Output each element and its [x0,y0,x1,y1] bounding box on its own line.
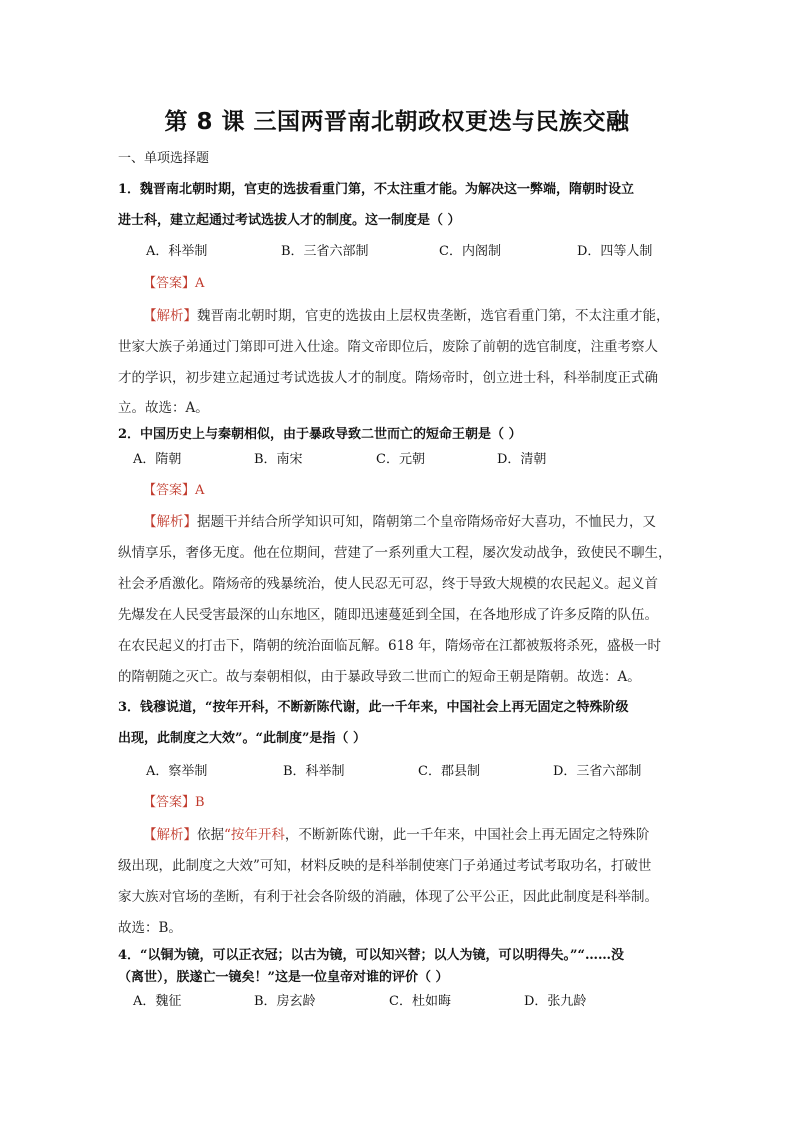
q3-option-b: B．科举制 [283,764,345,779]
q2-explanation-line4: 先爆发在人民受害最深的山东地区，随即迅速蔓延到全国，在各地形成了许多反隋的队伍。 [118,607,658,623]
q3-stem-line1: 3．钱穆说道，“按年开科，不断新陈代谢，此一千年来，中国社会上再无固定之特殊阶级 [118,700,629,715]
q1-stem-line2: 进士科，建立起通过考试选拔人才的制度。这一制度是（ ） [118,213,461,228]
q2-explanation-line3: 社会矛盾激化。隋炀帝的残暴统治，使人民忍无可忍，终于导致大规模的农民起义。起义首 [118,576,658,592]
q2-option-c: C．元朝 [376,452,425,467]
q3-answer [143,791,205,810]
explanation-label: 【解析】 [143,308,197,324]
q1-option-a: A．科举制 [146,244,208,259]
q1-explanation-line3: 才的学识，初步建立起通过考试选拔人才的制度。隋炀帝时，创立进士科，科举制度正式确 [118,370,658,386]
explanation-text: 依据 [197,827,224,843]
q2-explanation-line6: 的隋朝随之灭亡。故与秦朝相似，由于暴政导致二世而亡的短命王朝是隋朝。故选：A。 [118,669,641,685]
answer-value: A [195,483,205,498]
q1-explanation-line2: 世家大族子弟通过门第即可进入仕途。隋文帝即位后，废除了前朝的选官制度，注重考察人 [118,339,658,355]
q2-option-a: A．隋朝 [133,452,182,467]
q2-explanation-line1 [143,510,656,530]
q4-stem-line2: （离世），朕遂亡一镜矣！”这是一位皇帝对谁的评价（ ） [118,970,449,985]
q2-answer [143,479,204,498]
q1-explanation-line1 [143,304,670,324]
q3-explanation-line1 [143,823,649,843]
answer-value: B [195,795,205,810]
q2-option-b: B．南宋 [254,452,303,467]
q2-explanation-line5: 在农民起义的打击下，隋朝的统治面临瓦解。618 年，隋炀帝在江都被叛将杀死，盛极一时 [118,638,662,654]
answer-label: 【答案】 [143,795,196,810]
explanation-text: ，不断新陈代谢，此一千年来，中国社会上再无固定之特殊阶 [284,827,650,843]
explanation-text: 魏晋南北朝时期，官吏的选拔由上层权贵垄断，选官看重门第，不太注重才能， [197,308,670,324]
q3-option-d: D．三省六部制 [553,764,642,779]
q1-explanation-line4: 立。故选：A。 [118,400,209,416]
q1-option-b: B．三省六部制 [281,244,369,259]
q1-stem-line1: 1．魏晋南北朝时期，官吏的选拔看重门第，不太注重才能。为解决这一弊端，隋朝时设立 [118,182,635,197]
answer-value: A [195,276,205,291]
q3-option-a: A．察举制 [146,764,208,779]
explanation-highlight: “按年开科 [224,827,285,843]
answer-label: 【答案】 [143,483,196,498]
explanation-text: 据题干并结合所学知识可知，隋朝第二个皇帝隋炀帝好大喜功，不恤民力，又 [197,514,656,530]
q4-stem-line1: 4．“以铜为镜，可以正衣冠；以古为镜，可以知兴替；以人为镜，可以明得失。”“……没 [118,948,624,963]
q3-stem-line2: 出现，此制度之大效”。“此制度”是指（ ） [118,731,366,746]
q1-answer [143,272,204,291]
q1-option-d: D．四等人制 [577,244,653,259]
q3-explanation-line4: 故选：B。 [118,920,182,936]
q2-explanation-line2: 纵情享乐，奢侈无度。他在位期间，营建了一系列重大工程，屡次发动战争，致使民不聊生， [118,545,672,561]
q4-option-c: C．杜如晦 [389,994,451,1009]
answer-label: 【答案】 [143,276,196,291]
q4-option-b: B．房玄龄 [254,994,316,1009]
q3-explanation-line3: 家大族对官场的垄断，有利于社会各阶级的消融，体现了公平公正，因此此制度是科举制。 [118,889,658,905]
q3-explanation-line2: 级出现，此制度之大效”可知，材料反映的是科举制使寒门子弟通过考试考取功名，打破世 [118,858,652,874]
section-heading: 一、单项选择题 [118,151,210,166]
q2-stem-line1: 2．中国历史上与秦朝相似，由于暴政导致二世而亡的短命王朝是（ ） [118,427,522,442]
lesson-title: 第 8 课 三国两晋南北朝政权更迭与民族交融 [164,109,630,135]
q4-option-d: D．张九龄 [524,994,587,1009]
q3-option-c: C．郡县制 [418,764,480,779]
q4-option-a: A．魏征 [133,994,182,1009]
explanation-label: 【解析】 [143,827,197,843]
explanation-label: 【解析】 [143,514,197,530]
q2-option-d: D．清朝 [497,452,547,467]
q1-option-c: C．内阁制 [439,244,501,259]
